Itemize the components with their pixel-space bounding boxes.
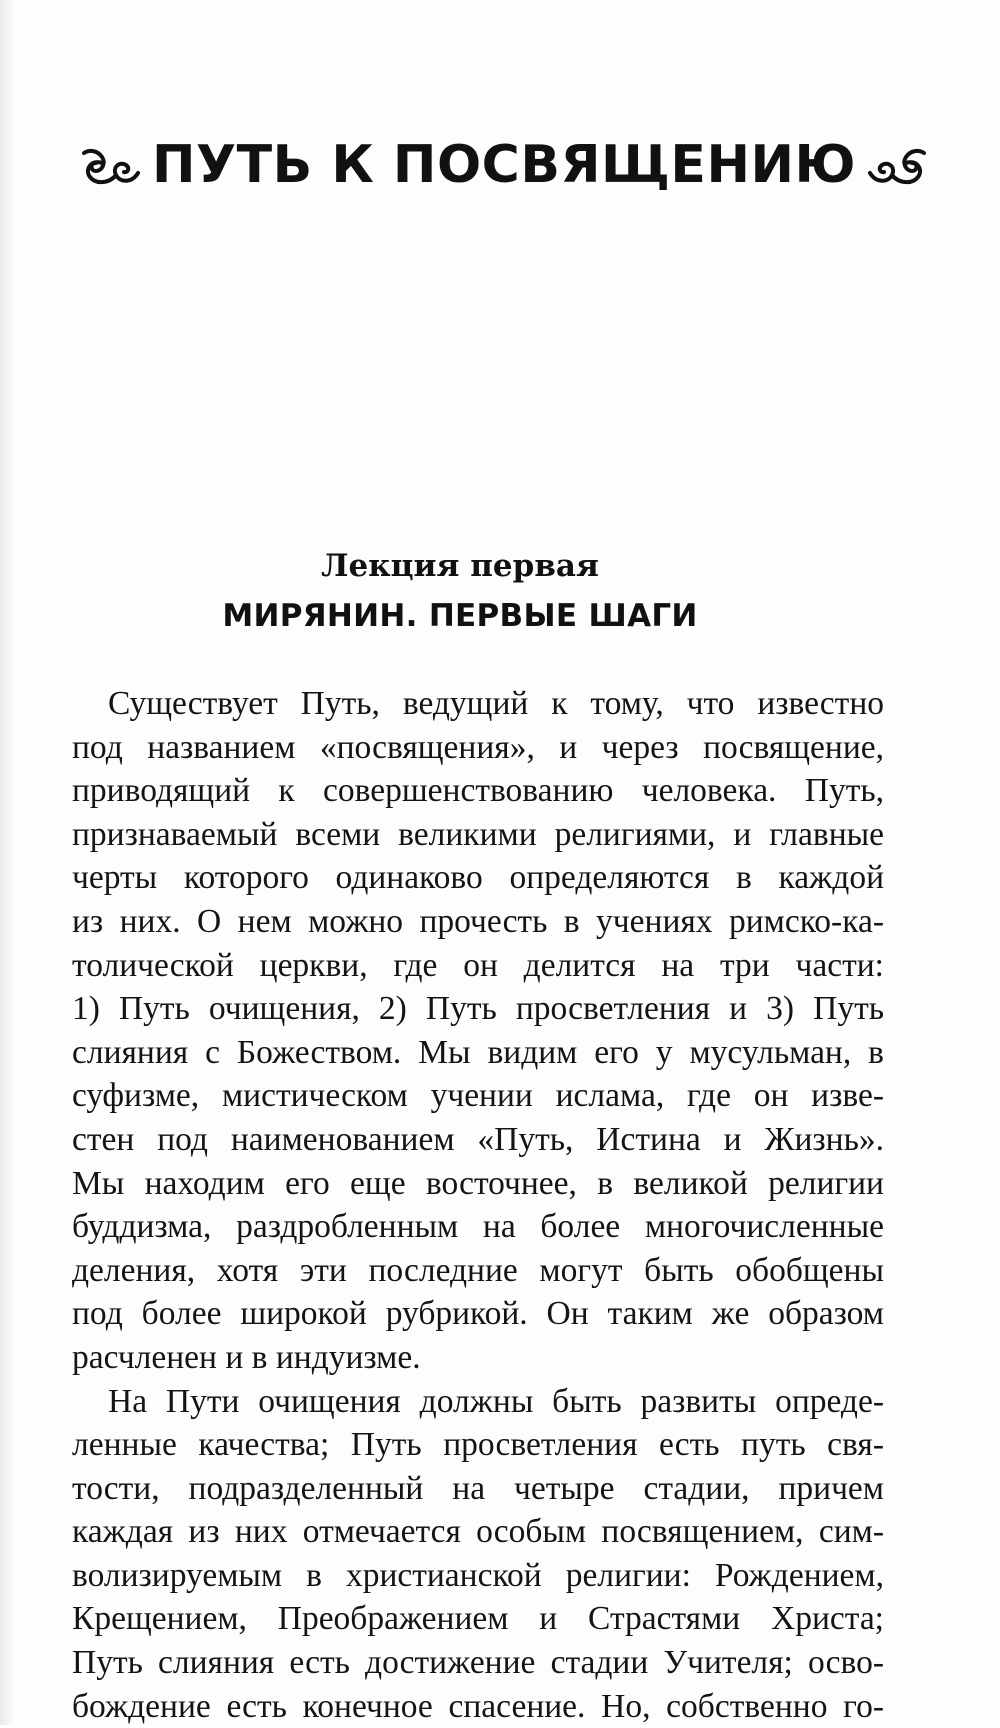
text-line: тости, подразделенный на четыре стадии, причем bbox=[72, 1469, 884, 1507]
text-line: каждая из них отмечается особым посвящением, сим- bbox=[72, 1513, 884, 1551]
text-line: 1) Путь очищения, 2) Путь просветления и 3) Путь bbox=[72, 990, 884, 1028]
text-line: На Пути очищения должны быть развиты опреде- bbox=[108, 1382, 884, 1420]
text-line: ленные качества; Путь просветления есть путь свя- bbox=[72, 1426, 884, 1464]
fleuron-left-icon bbox=[80, 143, 142, 187]
text-line: под более широкой рубрикой. Он таким же образом bbox=[72, 1295, 884, 1333]
text-line: Существует Путь, ведущий к тому, что известно bbox=[108, 685, 884, 722]
text-line: деления, хотя эти последние могут быть обобщены bbox=[72, 1251, 884, 1289]
text-line: приводящий к совершенствованию человека. Путь, bbox=[72, 772, 884, 810]
text-line: слияния с Божеством. Мы видим его у мусульман, в bbox=[72, 1033, 884, 1071]
text-line: волизируемым в христианской религии: Рождением, bbox=[72, 1556, 884, 1594]
text-line: бождение есть конечное спасение. Но, собственно го- bbox=[72, 1687, 884, 1725]
text-line: толической церкви, где он делится на три части: bbox=[72, 946, 884, 984]
chapter-title: ПУТЬ К ПОСВЯЩЕНИЮ bbox=[152, 135, 857, 195]
body-text bbox=[72, 682, 884, 1728]
page-edge-shadow bbox=[0, 0, 14, 1725]
text-line: Крещением, Преображением и Страстями Христа; bbox=[72, 1600, 884, 1638]
text-line: расчленен и в индуизме. bbox=[72, 1338, 421, 1376]
text-line: стен под наименованием «Путь, Истина и Жизнь». bbox=[72, 1120, 884, 1158]
text-line: Путь слияния есть достижение стадии Учителя; осво- bbox=[72, 1644, 884, 1682]
lecture-title: МИРЯНИН. ПЕРВЫЕ ШАГИ bbox=[222, 598, 698, 634]
text-line: из них. О нем можно прочесть в учениях римско-ка- bbox=[72, 902, 884, 940]
lecture-label: Лекция первая bbox=[321, 548, 599, 584]
text-line: буддизма, раздробленным на более многочисленные bbox=[72, 1208, 884, 1246]
text-line: под названием «посвящения», и через посвящение, bbox=[72, 728, 884, 766]
text-line: суфизме, мистическом учении ислама, где он изве- bbox=[72, 1077, 884, 1115]
text-line: признаваемый всеми великими религиями, и главные bbox=[72, 815, 884, 853]
chapter-heading bbox=[80, 135, 860, 195]
text-line: Мы находим его еще восточнее, в великой религии bbox=[72, 1164, 884, 1202]
fleuron-right-icon bbox=[866, 143, 928, 187]
text-line: черты которого одинаково определяются в каждой bbox=[72, 859, 884, 897]
